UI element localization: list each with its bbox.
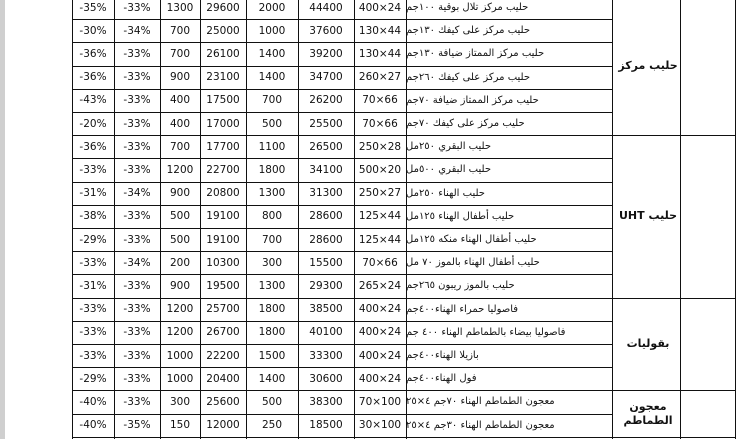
table-cell-c1: 150	[169, 419, 191, 432]
table-cell-c4: 33300	[309, 349, 343, 362]
table-cell-c4: 40100	[309, 326, 343, 339]
photo-edge	[0, 0, 5, 439]
table-cell-size: 400×24	[358, 349, 402, 362]
table-cell-c2: 19100	[206, 210, 240, 223]
table-cell-discount: -33%	[123, 94, 151, 107]
table-cell-name: بازيلا الهناء٤٠٠جم	[406, 350, 479, 362]
table-cell-size: 265×24	[358, 279, 402, 292]
table-cell-percent: -36%	[79, 140, 107, 153]
table-cell-c2: 20400	[206, 372, 240, 385]
table-cell-size: 130×44	[358, 24, 402, 37]
table-cell-c1: 1300	[166, 1, 194, 14]
table-cell-name: حليب الهناء ٢٥٠مل	[406, 187, 485, 199]
table-cell-discount: -33%	[123, 326, 151, 339]
table-cell-size: 130×44	[358, 47, 402, 60]
table-cell-c1: 700	[169, 24, 191, 37]
table-cell-discount: -33%	[123, 140, 151, 153]
table-cell-c2: 10300	[206, 256, 240, 269]
table-cell-name: حليب مركز تلال بوقية ١٠٠جم	[406, 2, 529, 14]
table-cell-c3: 1000	[258, 24, 286, 37]
table-cell-c3: 1100	[258, 140, 286, 153]
table-cell-percent: -40%	[79, 395, 107, 408]
table-cell-c2: 19500	[206, 279, 240, 292]
table-cell-percent: -36%	[79, 47, 107, 60]
table-cell-c3: 1300	[258, 279, 286, 292]
table-cell-percent: -33%	[79, 349, 107, 362]
table-cell-size: 400×24	[358, 1, 402, 14]
table-cell-c3: 700	[261, 94, 283, 107]
table-cell-name: معجون الطماطم الهناء ٧٠جم ٤×٢٥	[406, 396, 555, 408]
table-cell-name: فول الهناء٤٠٠جم	[406, 373, 477, 385]
table-cell-c4: 34700	[309, 71, 343, 84]
table-cell-discount: -34%	[123, 24, 151, 37]
table-cell-percent: -29%	[79, 233, 107, 246]
table-cell-c1: 500	[169, 210, 191, 223]
table-cell-percent: -30%	[79, 24, 107, 37]
table-vline	[735, 0, 736, 439]
table-cell-percent: -35%	[79, 1, 107, 14]
table-cell-discount: -33%	[123, 47, 151, 60]
table-cell-c2: 29600	[206, 1, 240, 14]
table-cell-c3: 1800	[258, 163, 286, 176]
table-cell-size: 250×28	[358, 140, 402, 153]
table-cell-size: 400×24	[358, 303, 402, 316]
table-cell-c2: 26100	[206, 47, 240, 60]
category-label: بقوليات	[626, 336, 670, 350]
table-cell-size: 250×27	[358, 187, 402, 200]
table-cell-c2: 26700	[206, 326, 240, 339]
table-cell-percent: -38%	[79, 210, 107, 223]
table-cell-discount: -33%	[123, 279, 151, 292]
table-cell-percent: -31%	[79, 279, 107, 292]
table-cell-c3: 700	[261, 233, 283, 246]
table-cell-c3: 1500	[258, 349, 286, 362]
table-cell-c2: 22200	[206, 349, 240, 362]
table-cell-c1: 1000	[166, 372, 194, 385]
table-cell-discount: -33%	[123, 233, 151, 246]
table-cell-c3: 500	[261, 117, 283, 130]
table-cell-c4: 39200	[309, 47, 343, 60]
table-cell-c2: 17500	[206, 94, 240, 107]
table-cell-name: حليب مركز الممتاز ضيافة ١٣٠جم	[406, 48, 545, 60]
table-cell-c2: 23100	[206, 71, 240, 84]
table-cell-c2: 22700	[206, 163, 240, 176]
category-label: حليب UHT	[618, 209, 678, 223]
table-cell-c1: 200	[169, 256, 191, 269]
table-cell-c4: 30600	[309, 372, 343, 385]
table-cell-c2: 25700	[206, 303, 240, 316]
table-cell-percent: -40%	[79, 419, 107, 432]
table-cell-percent: -36%	[79, 71, 107, 84]
table-cell-name: حليب مركز على كيفك ٢٦٠جم	[406, 71, 531, 83]
table-cell-c3: 800	[261, 210, 283, 223]
table-cell-c3: 1400	[258, 372, 286, 385]
table-cell-discount: -34%	[123, 256, 151, 269]
table-cell-c1: 400	[169, 117, 191, 130]
category-label: حليب مركز	[618, 58, 678, 72]
table-cell-percent: -33%	[79, 303, 107, 316]
table-cell-name: حليب البقري ٢٥٠مل	[406, 141, 491, 153]
table-cell-c1: 700	[169, 140, 191, 153]
table-cell-c2: 17700	[206, 140, 240, 153]
table-cell-discount: -34%	[123, 187, 151, 200]
table-cell-c1: 1200	[166, 326, 194, 339]
table-cell-name: حليب بالموز ريبون ٢٦٥جم	[406, 280, 515, 292]
table-cell-c4: 25500	[309, 117, 343, 130]
table-cell-name: حليب أطفال الهناء بالموز ٧٠ مل	[406, 257, 540, 269]
table-cell-c1: 1000	[166, 349, 194, 362]
table-cell-c1: 900	[169, 71, 191, 84]
table-cell-c3: 1300	[258, 187, 286, 200]
table-cell-c3: 2000	[258, 1, 286, 14]
table-cell-discount: -33%	[123, 395, 151, 408]
table-cell-c1: 1200	[166, 303, 194, 316]
table-cell-size: 500×20	[358, 163, 402, 176]
table-cell-name: حليب البقري ٥٠٠مل	[406, 164, 491, 176]
table-cell-c1: 900	[169, 187, 191, 200]
table-cell-name: معجون الطماطم الهناء ٣٠جم ٤×٢٥	[406, 419, 555, 431]
table-cell-c2: 17000	[206, 117, 240, 130]
table-cell-c4: 38500	[309, 303, 343, 316]
price-table	[72, 0, 736, 439]
table-cell-c4: 15500	[309, 256, 343, 269]
table-cell-name: حليب مركز على كيفك ٧٠جم	[406, 118, 525, 130]
table-cell-discount: -33%	[123, 163, 151, 176]
table-cell-c3: 300	[261, 256, 283, 269]
table-cell-discount: -33%	[123, 71, 151, 84]
table-cell-c2: 12000	[206, 419, 240, 432]
table-cell-c2: 20800	[206, 187, 240, 200]
table-cell-size: 70×66	[362, 256, 398, 269]
table-cell-discount: -33%	[123, 210, 151, 223]
table-cell-c1: 400	[169, 94, 191, 107]
table-cell-size: 70×66	[362, 94, 398, 107]
table-cell-size: 70×66	[362, 117, 398, 130]
table-cell-percent: -33%	[79, 326, 107, 339]
table-cell-percent: -29%	[79, 372, 107, 385]
table-cell-name: حليب مركز على كيفك ١٣٠جم	[406, 25, 531, 37]
table-cell-c4: 34100	[309, 163, 343, 176]
table-cell-name: حليب أطفال الهناء ١٢٥مل	[406, 210, 515, 222]
table-cell-c3: 1800	[258, 303, 286, 316]
table-cell-percent: -20%	[79, 117, 107, 130]
table-cell-c2: 25000	[206, 24, 240, 37]
table-cell-size: 125×44	[358, 233, 402, 246]
table-cell-c1: 700	[169, 47, 191, 60]
table-cell-percent: -31%	[79, 187, 107, 200]
table-cell-c2: 19100	[206, 233, 240, 246]
table-cell-name: فاصوليا حمراء الهناء٤٠٠جم	[406, 303, 519, 315]
table-cell-c4: 31300	[309, 187, 343, 200]
table-cell-discount: -33%	[123, 1, 151, 14]
table-cell-c1: 1200	[166, 163, 194, 176]
table-cell-c4: 29300	[309, 279, 343, 292]
table-cell-discount: -33%	[123, 303, 151, 316]
table-cell-discount: -33%	[123, 117, 151, 130]
table-cell-c4: 44400	[309, 1, 343, 14]
table-cell-c3: 500	[261, 395, 283, 408]
table-cell-name: فاصوليا بيضاء بالطماطم الهناء ٤٠٠ جم	[406, 326, 566, 338]
table-cell-c1: 500	[169, 233, 191, 246]
table-cell-c4: 38300	[309, 395, 343, 408]
table-cell-name: حليب أطفال الهناء منكه ١٢٥مل	[406, 234, 537, 246]
table-cell-c3: 250	[261, 419, 283, 432]
table-cell-c2: 25600	[206, 395, 240, 408]
table-cell-size: 30×100	[358, 419, 402, 432]
table-cell-c3: 1400	[258, 71, 286, 84]
table-cell-discount: -35%	[123, 419, 151, 432]
table-cell-c4: 26500	[309, 140, 343, 153]
table-cell-c4: 18500	[309, 419, 343, 432]
table-cell-c4: 28600	[309, 210, 343, 223]
table-cell-c4: 28600	[309, 233, 343, 246]
table-cell-c3: 1400	[258, 47, 286, 60]
table-cell-size: 125×44	[358, 210, 402, 223]
table-cell-c3: 1800	[258, 326, 286, 339]
table-cell-percent: -33%	[79, 256, 107, 269]
table-cell-discount: -33%	[123, 349, 151, 362]
table-cell-size: 70×100	[358, 395, 402, 408]
table-cell-c1: 300	[169, 395, 191, 408]
table-cell-c1: 900	[169, 279, 191, 292]
table-cell-percent: -43%	[79, 94, 107, 107]
table-cell-size: 260×27	[358, 71, 402, 84]
table-cell-size: 400×24	[358, 326, 402, 339]
table-cell-name: حليب مركز الممتاز ضيافة ٧٠جم	[406, 94, 539, 106]
table-cell-discount: -33%	[123, 372, 151, 385]
table-cell-c4: 37600	[309, 24, 343, 37]
category-label: معجون الطماطم	[623, 399, 673, 427]
table-hline	[72, 437, 736, 438]
table-cell-size: 400×24	[358, 372, 402, 385]
table-cell-percent: -33%	[79, 163, 107, 176]
table-cell-c4: 26200	[309, 94, 343, 107]
